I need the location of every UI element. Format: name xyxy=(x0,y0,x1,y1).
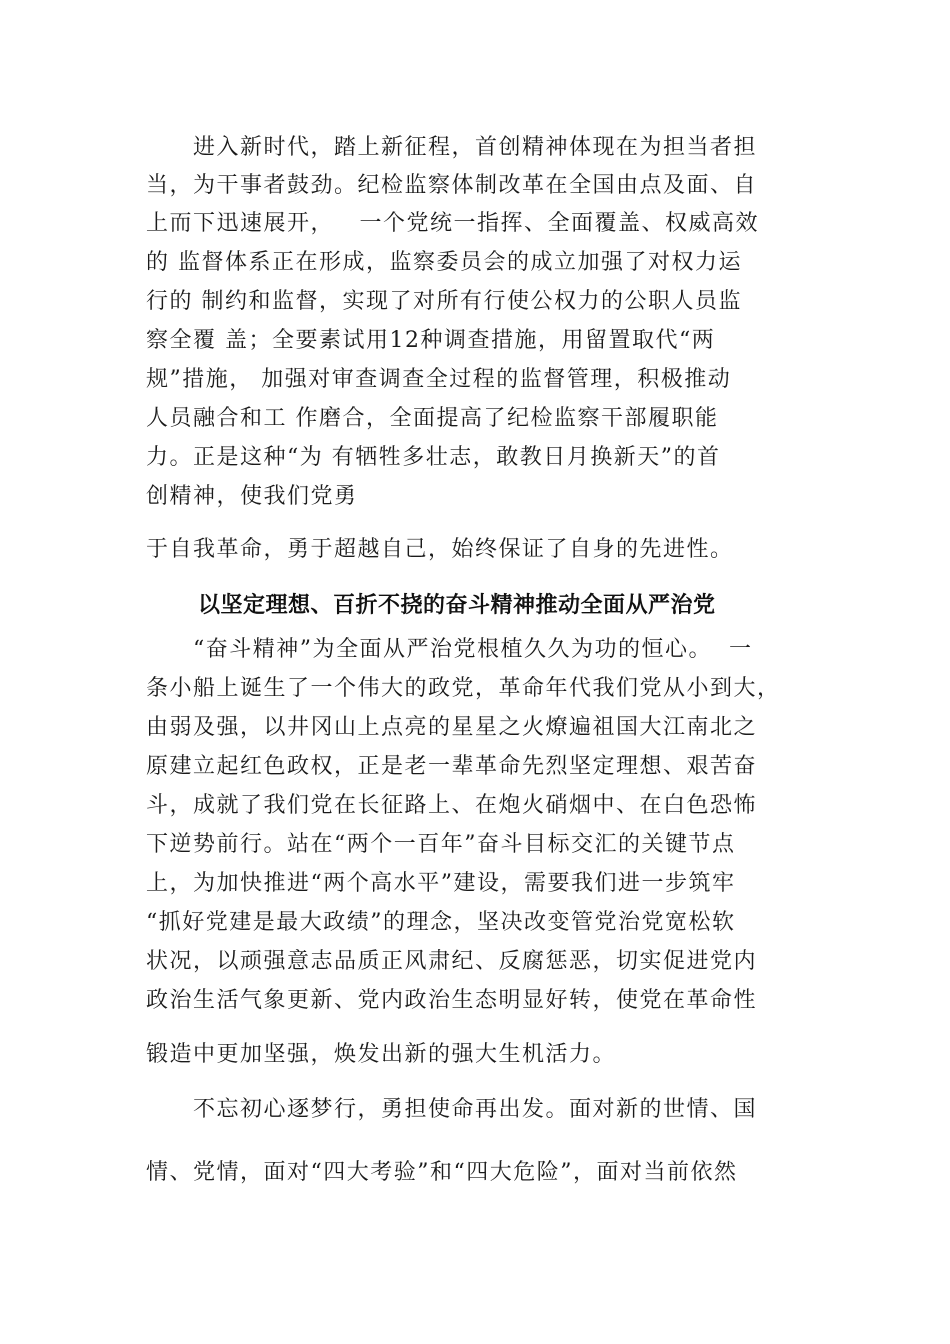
text-line: 的 监督体系正在形成，监察委员会的成立加强了对权力运 xyxy=(146,250,742,275)
text-line: 原建立起红色政权，正是老一辈革命先烈坚定理想、艰苦奋 xyxy=(146,754,758,779)
text-line: 上，为加快推进“两个高水平”建设，需要我们进一步筑牢 xyxy=(146,871,736,896)
text-line: 由弱及强，以井冈山上点亮的星星之火燎遍祖国大江南北之 xyxy=(146,715,758,740)
text-line: 规”措施， 加强对审查调查全过程的监督管理，积极推动 xyxy=(146,367,732,392)
text-line: 人员融合和工 作磨合，全面提高了纪检监察干部履职能 xyxy=(146,406,719,431)
text-line: 行的 制约和监督，实现了对所有行使公权力的公职人员监 xyxy=(146,289,742,314)
text-line: 不忘初心逐梦行，勇担使命再出发。面对新的世情、国 xyxy=(193,1097,758,1122)
text-line: 状况，以顽强意志品质正风肃纪、反腐惩恶，切实促进党内 xyxy=(146,949,758,974)
text-line: 力。正是这种“为 有牺牲多壮志，敢教日月换新天”的首 xyxy=(146,445,721,470)
text-line: 察全覆 盖；全要素试用12种调查措施，用留置取代“两 xyxy=(146,328,716,353)
text-line: 创精神，使我们党勇 xyxy=(146,484,358,509)
text-line: “奋斗精神”为全面从严治党根植久久为功的恒心。 一 xyxy=(193,637,753,662)
text-line: 政治生活气象更新、党内政治生态明显好转，使党在革命性 xyxy=(146,988,758,1013)
text-line: 于自我革命，勇于超越自己，始终保证了自身的先进性。 xyxy=(146,537,734,562)
text-line: 进入新时代，踏上新征程，首创精神体现在为担当者担 xyxy=(193,135,758,160)
text-line: 情、党情，面对“四大考验”和“四大危险”，面对当前依然 xyxy=(146,1160,738,1185)
text-line: 锻造中更加坚强，焕发出新的强大生机活力。 xyxy=(146,1042,617,1067)
text-line: 下逆势前行。站在“两个一百年”奋斗目标交汇的关键节点 xyxy=(146,832,736,857)
section-heading: 以坚定理想、百折不挠的奋斗精神推动全面从严治党 xyxy=(198,593,716,618)
text-line: 条小船上诞生了一个伟大的政党，革命年代我们党从小到大， xyxy=(146,676,781,701)
text-line: 当，为干事者鼓劲。纪检监察体制改革在全国由点及面、自 xyxy=(146,173,758,198)
text-line: 斗，成就了我们党在长征路上、在炮火硝烟中、在白色恐怖 xyxy=(146,793,758,818)
text-line: 上而下迅速展开， 一个党统一指挥、全面覆盖、权威高效 xyxy=(146,211,759,236)
text-line: “抓好党建是最大政绩”的理念，坚决改变管党治党宽松软 xyxy=(146,910,736,935)
